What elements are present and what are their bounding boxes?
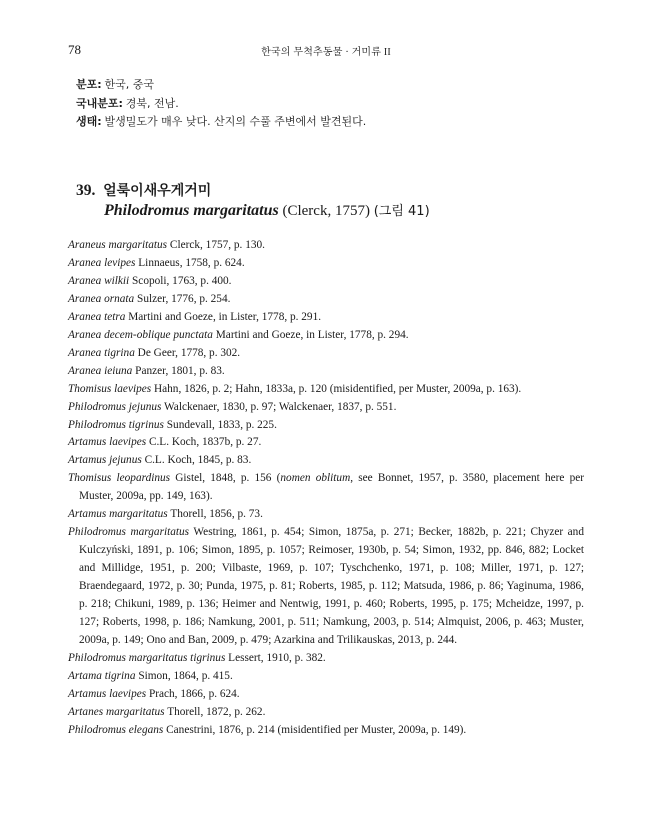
distribution-label: 분포 xyxy=(76,78,98,91)
synonym-entry xyxy=(68,470,584,506)
synonym-reference: Sundevall, 1833, p. 225. xyxy=(166,418,277,431)
synonym-reference: Clerck, 1757, p. 130. xyxy=(169,239,265,251)
distribution-row: 분포: 한국, 중국 xyxy=(76,78,155,91)
synonym-reference: Scopoli, 1763, p. 400. xyxy=(132,274,232,287)
species-heading xyxy=(76,181,430,222)
synonym-entry xyxy=(68,237,584,255)
synonym-taxon: Aranea tigrina xyxy=(68,346,135,359)
synonym-entry xyxy=(68,363,584,381)
synonym-reference: C.L. Koch, 1845, p. 83. xyxy=(144,454,252,467)
synonym-taxon: Artama tigrina xyxy=(68,669,136,682)
synonym-reference: C.L. Koch, 1837b, p. 27. xyxy=(148,436,262,449)
synonym-entry xyxy=(68,506,584,524)
synonym-entry xyxy=(68,524,584,650)
synonym-reference: Walckenaer, 1830, p. 97; Walckenaer, 1837, p. 551. xyxy=(164,400,397,413)
synonym-entry xyxy=(68,722,584,740)
synonym-reference: Gistel, 1848, p. 156 ( xyxy=(175,472,281,485)
synonym-entry xyxy=(68,255,584,273)
synonym-reference: Panzer, 1801, p. 83. xyxy=(135,364,225,377)
synonym-entry xyxy=(68,704,584,722)
ecology-label: 생태 xyxy=(76,115,98,128)
synonym-reference: Hahn, 1826, p. 2; Hahn, 1833a, p. 120 (misidentified, per Muster, 2009a, p. 163). xyxy=(153,382,522,395)
synonym-taxon: Philodromus elegans xyxy=(68,723,164,736)
synonym-taxon: Aranea decem-oblique punctata xyxy=(68,328,213,341)
distribution-value: 한국, 중국 xyxy=(104,78,155,91)
species-authority: (Clerck, 1757) xyxy=(282,203,370,219)
synonymy-list xyxy=(68,237,584,740)
ecology-row: 생태: 발생밀도가 매우 낮다. 산지의 수풀 주변에서 발견된다. xyxy=(76,115,367,128)
synonym-reference: Lessert, 1910, p. 382. xyxy=(228,651,326,664)
synonym-taxon: Aranea ornata xyxy=(68,292,135,305)
synonym-entry xyxy=(68,650,584,668)
synonym-reference-tail: , see Bonnet, 1957, p. 3580, placement here per Muster, 2009a, pp. 149, 163). xyxy=(79,472,584,503)
synonym-taxon: Philodromus jejunus xyxy=(68,400,162,413)
figure-reference: (그림 41) xyxy=(373,204,430,219)
synonym-taxon: Aranea wilkii xyxy=(68,274,130,287)
synonym-taxon: Philodromus margaritatus xyxy=(68,526,190,539)
synonym-reference: De Geer, 1778, p. 302. xyxy=(137,346,241,359)
synonym-reference: Linnaeus, 1758, p. 624. xyxy=(138,256,245,269)
synonym-taxon: Thomisus leopardinus xyxy=(68,472,171,485)
synonym-reference: Prach, 1866, p. 624. xyxy=(148,687,240,700)
synonym-entry xyxy=(68,345,584,363)
synonym-taxon: Artamus jejunus xyxy=(68,454,142,467)
species-korean-name: 얼룩이새우게거미 xyxy=(103,183,212,199)
synonym-entry xyxy=(68,434,584,452)
page-number: 78 xyxy=(68,42,81,57)
synonym-reference: Canestrini, 1876, p. 214 (misidentified per Muster, 2009a, p. 149). xyxy=(166,723,467,736)
synonym-reference: Martini and Goeze, in Lister, 1778, p. 294. xyxy=(215,328,409,341)
species-info-block xyxy=(76,76,366,132)
synonym-reference: Martini and Goeze, in Lister, 1778, p. 291. xyxy=(128,310,322,323)
domestic-distribution-row: 국내분포: 경북, 전남. xyxy=(76,96,179,110)
synonym-taxon: Artamus laevipes xyxy=(68,436,147,449)
synonym-taxon: Philodromus tigrinus xyxy=(68,418,164,431)
synonym-reference: Westring, 1861, p. 454; Simon, 1875a, p. 271; Becker, 1882b, p. 221; Chyzer and Kulczyński, 1891, p. 106; Simon, 1895, p. 1057; Reimoser, 1930b, p. 54; Simon, 1932, pp. 846, 882; Locket and Millidge, 1951, p. 200; Vilbaste, 1969, p. 107; Tyschchenko, 1971, p. 108; Miller, 1971, p. 127; Braendegaard, 1972, p. 30; Punda, 1975, p. 81; Roberts, 1985, p. 112; Matsuda, 1986, p. 86; Yaginuma, 1986, p. 218; Chikuni, 1989, p. 136; Heimer and Nentwig, 1991, p. 460; Roberts, 1995, p. 175; Mcheidze, 1997, p. 127; Roberts, 1998, p. 186; Namkung, 2001, p. 511; Namkung, 2003, p. 514; Almquist, 2006, p. 463; Muster, 2009a, p. 149; Ono and Ban, 2009, p. 479; Azarkina and Trilikauskas, 2013, p. 244. xyxy=(79,526,584,646)
synonym-entry xyxy=(68,452,584,470)
synonym-taxon: Artamus margaritatus xyxy=(68,508,168,521)
synonym-reference: Sulzer, 1776, p. 254. xyxy=(137,292,231,305)
domestic-distribution-label: 국내분포 xyxy=(76,96,119,110)
synonym-entry xyxy=(68,686,584,704)
synonym-entry xyxy=(68,399,584,417)
synonym-entry xyxy=(68,381,584,399)
synonym-reference: Thorell, 1872, p. 262. xyxy=(167,705,266,718)
synonym-entry xyxy=(68,273,584,291)
page-header xyxy=(68,42,584,58)
synonym-taxon: Artamus laevipes xyxy=(68,687,147,700)
synonym-taxon: Philodromus margaritatus tigrinus xyxy=(68,651,226,664)
synonym-entry xyxy=(68,291,584,309)
synonym-entry xyxy=(68,309,584,327)
synonym-taxon: Aranea tetra xyxy=(68,310,126,323)
synonym-reference: Simon, 1864, p. 415. xyxy=(138,669,233,682)
synonym-entry xyxy=(68,668,584,686)
synonym-taxon: Aranea ieiuna xyxy=(68,364,133,377)
species-scientific-name: Philodromus margaritatus xyxy=(104,202,279,219)
synonym-taxon: Thomisus laevipes xyxy=(68,382,152,395)
domestic-distribution-value: 경북, 전남. xyxy=(125,96,179,110)
synonym-taxon: Araneus margaritatus xyxy=(68,239,168,251)
species-number: 39. xyxy=(76,182,96,199)
nomen-oblitum-note: nomen oblitum xyxy=(280,472,351,485)
ecology-value: 발생밀도가 매우 낮다. 산지의 수풀 주변에서 발견된다. xyxy=(104,115,367,128)
synonym-taxon: Aranea levipes xyxy=(68,256,136,269)
synonym-reference: Thorell, 1856, p. 73. xyxy=(170,508,263,521)
synonym-entry xyxy=(68,417,584,435)
synonym-entry xyxy=(68,327,584,345)
running-title: 한국의 무척추동물 · 거미류 II xyxy=(261,47,391,58)
synonym-taxon: Artanes margaritatus xyxy=(68,705,165,718)
